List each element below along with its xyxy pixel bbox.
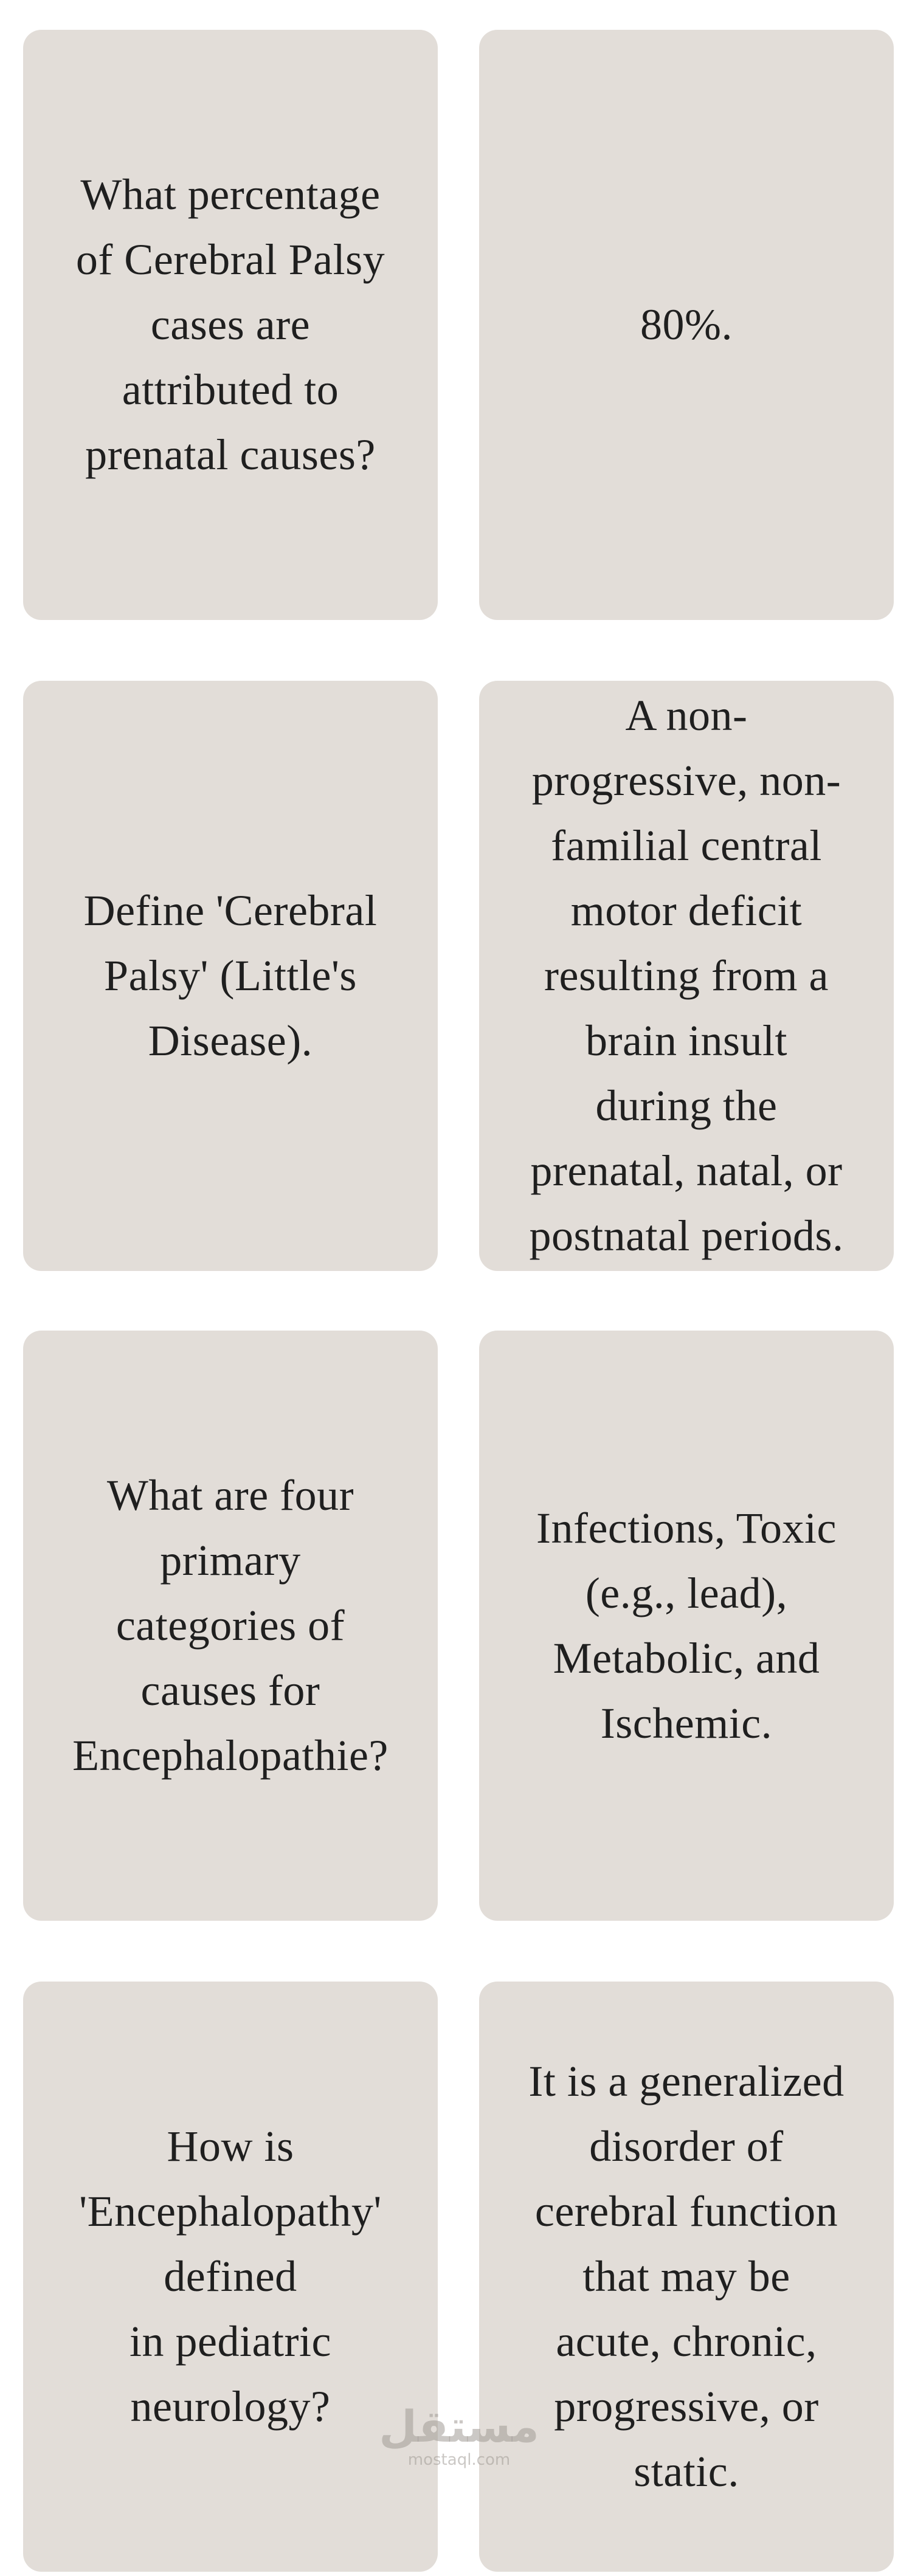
question-text: How is 'Encephalopathy' defined in pediatric neurology? (79, 2122, 382, 2431)
flashcard-question-4[interactable] (23, 1982, 438, 2572)
answer-text: Infections, Toxic (e.g., lead), Metabolic, and Ischemic. (536, 1503, 837, 1748)
flashcard-answer-1[interactable] (479, 30, 894, 620)
flashcard-answer-2[interactable] (479, 681, 894, 1271)
watermark-logo-glyph: مستقل (379, 2401, 539, 2452)
watermark-url: mostaql.com (407, 2451, 511, 2469)
question-text: What percentage of Cerebral Palsy cases are attributed to prenatal causes? (75, 170, 385, 479)
flashcard-answer-3[interactable] (479, 1331, 894, 1921)
flashcard-question-2[interactable] (23, 681, 438, 1271)
answer-text: 80%. (640, 300, 733, 349)
flashcard-question-1[interactable] (23, 30, 438, 620)
answer-text: It is a generalized disorder of cerebral function that may be acute, chronic, progressive, or static. (528, 2057, 845, 2496)
flashcard-answer-4[interactable] (479, 1982, 894, 2572)
question-text: What are four primary categories of causes for Encephalopathie? (72, 1471, 389, 1780)
question-text: Define 'Cerebral Palsy' (Little's Disease). (83, 886, 378, 1065)
answer-text: A non- progressive, non- familial central motor deficit resulting from a brain insult during the prenatal, natal, or postnatal periods. (529, 691, 844, 1260)
flashcard-question-3[interactable] (23, 1331, 438, 1921)
